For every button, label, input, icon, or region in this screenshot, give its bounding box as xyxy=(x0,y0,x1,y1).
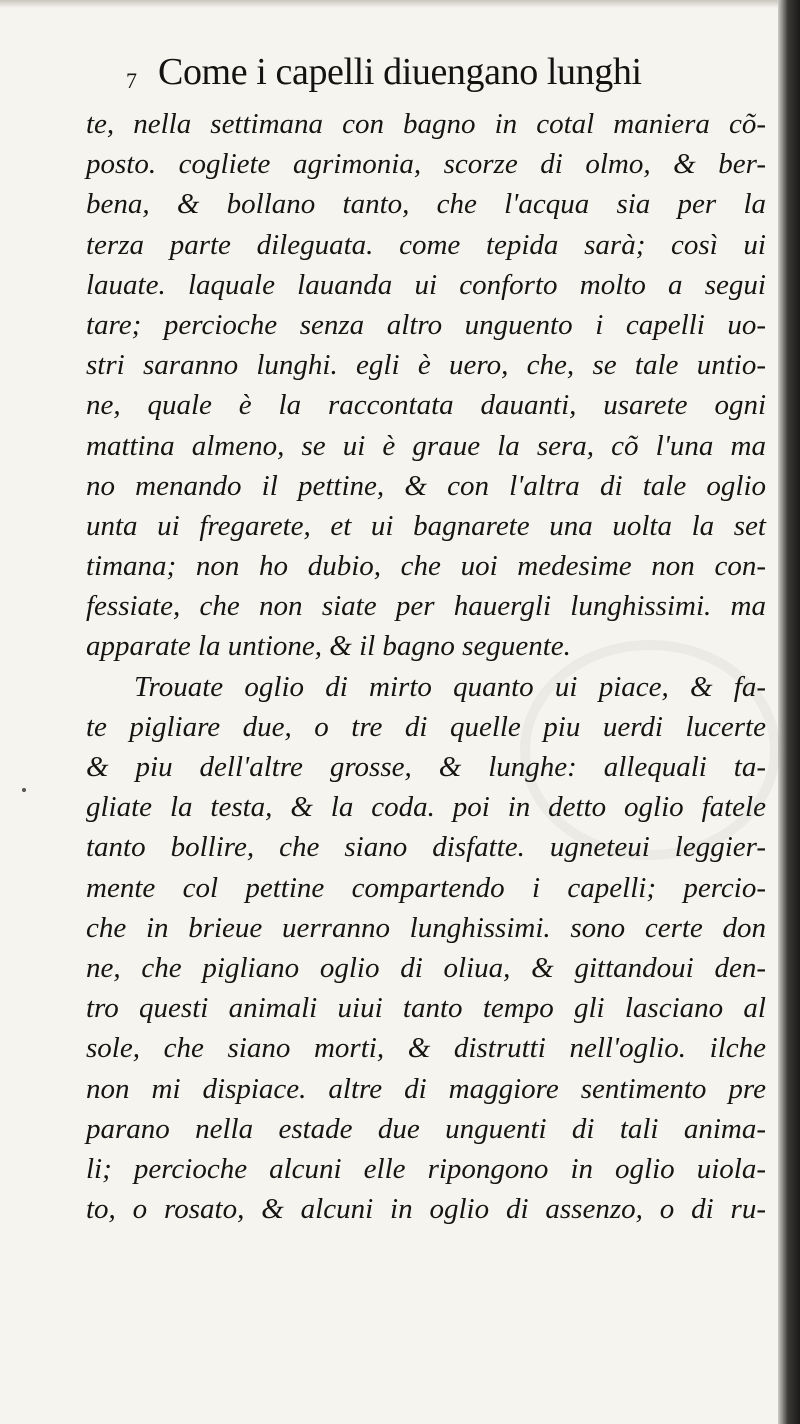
text-line: apparate la untione, & il bagno seguente. xyxy=(86,630,571,663)
text-line: ne, che pigliano oglio di oliua, & gittandoui den- xyxy=(86,951,766,984)
text-line: ne, quale è la raccontata dauanti, usarete ogni xyxy=(86,389,766,422)
text-line: non mi dispiace. altre di maggiore sentimento pre xyxy=(86,1072,766,1105)
page-binding-edge xyxy=(778,0,800,1424)
text-line: tanto bollire, che siano disfatte. ugneteui leggier- xyxy=(86,831,766,864)
text-line: che in brieue uerranno lunghissimi. sono certe don xyxy=(86,911,766,944)
signature-mark: 7 xyxy=(126,68,137,93)
text-line: & piu dell'altre grosse, & lunghe: allequali ta- xyxy=(86,751,766,783)
text-line: parano nella estade due unguenti di tali anima- xyxy=(86,1112,766,1145)
text-line: to, o rosato, & alcuni in oglio di assenzo, o di ru- xyxy=(86,1193,766,1226)
running-head: Come i capelli diuengano lunghi xyxy=(158,51,642,93)
text-line: sole, che siano morti, & distrutti nell'oglio. ilche xyxy=(86,1032,766,1065)
text-line: stri saranno lunghi. egli è uero, che, se tale untio- xyxy=(86,349,766,382)
text-line: te pigliare due, o tre di quelle piu uerdi lucerte xyxy=(86,710,766,743)
ink-speck xyxy=(22,788,26,792)
text-line: terza parte dileguata. come tepida sarà; così ui xyxy=(86,228,766,261)
text-line: timana; non ho dubio, che uoi medesime non con- xyxy=(86,550,766,583)
text-line: fessiate, che non siate per hauergli lunghissimi. ma xyxy=(86,590,766,623)
text-line: posto. cogliete agrimonia, scorze di olmo, & ber- xyxy=(86,148,766,181)
text-line: mente col pettine compartendo i capelli; percio- xyxy=(86,871,766,904)
text-line: bena, & bollano tanto, che l'acqua sia per la xyxy=(86,188,766,221)
text-line: mattina almeno, se ui è graue la sera, cõ l'una ma xyxy=(86,429,766,462)
page-header xyxy=(0,50,800,102)
text-line: te, nella settimana con bagno in cotal maniera cõ- xyxy=(86,108,766,140)
text-line: gliate la testa, & la coda. poi in detto oglio fatele xyxy=(86,791,766,824)
text-line: tro questi animali uiui tanto tempo gli lasciano al xyxy=(86,992,766,1025)
page-top-shadow xyxy=(0,0,800,8)
text-line: li; percioche alcuni elle ripongono in oglio uiola- xyxy=(86,1152,766,1185)
text-line: lauate. laquale lauanda ui conforto molto a segui xyxy=(86,268,766,301)
paragraph-first-line: Trouate oglio di mirto quanto ui piace, & fa- xyxy=(134,670,766,703)
text-line: tare; percioche senza altro unguento i capelli uo- xyxy=(86,308,766,341)
body-text xyxy=(86,104,766,1229)
text-line: no menando il pettine, & con l'altra di tale oglio xyxy=(86,469,766,502)
text-line: unta ui fregarete, et ui bagnarete una uolta la set xyxy=(86,509,766,542)
